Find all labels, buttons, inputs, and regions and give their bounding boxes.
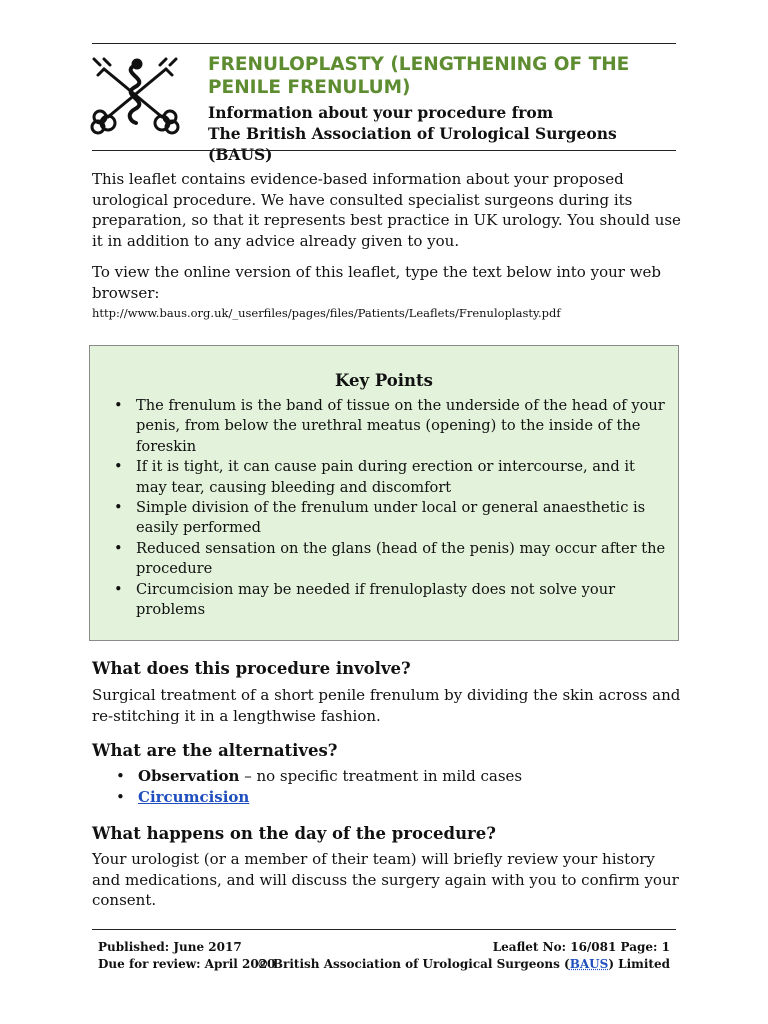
alternative-item-observation <box>138 766 678 787</box>
page-subtitle <box>208 102 678 165</box>
baus-link[interactable]: BAUS <box>569 957 609 971</box>
alternative-item-circumcision <box>138 787 678 808</box>
copyright-suffix: ) Limited <box>608 957 670 971</box>
subtitle-line-1: Information about your procedure from <box>208 103 554 122</box>
observation-label: Observation <box>138 767 240 785</box>
alternatives-list <box>138 766 678 808</box>
review-date: Due for review: April 2020 <box>98 957 276 971</box>
section-heading-alternatives: What are the alternatives? <box>92 741 338 760</box>
key-points-list <box>136 396 666 620</box>
observation-description: – no specific treatment in mild cases <box>239 767 523 785</box>
footer-leaflet-info <box>257 939 670 973</box>
footer-rule <box>92 929 676 930</box>
day-paragraph: Your urologist (or a member of their team) will briefly review your history and medications, and will discuss the surgery again with you to confirm your consent. <box>92 850 679 909</box>
intro-paragraph: This leaflet contains evidence-based information about your proposed urological procedure. We have consulted specialist surgeons during its preparation, so that it represents best practice in UK urology. You should use it in addition to any advice already given to you. <box>92 170 681 250</box>
key-point-item: • Simple division of the frenulum under local or general anaesthetic is easily performed <box>136 498 666 539</box>
footer-dates <box>98 939 275 973</box>
leaflet-url: http://www.baus.org.uk/_userfiles/pages/files/Patients/Leaflets/Frenuloplasty.pdf <box>92 306 561 320</box>
key-point-item: • If it is tight, it can cause pain during erection or intercourse, and it may tear, causing bleeding and discomfort <box>136 457 666 498</box>
section-heading-involve: What does this procedure involve? <box>92 659 411 678</box>
copyright-prefix: © British Association of Urological Surgeons ( <box>256 957 570 971</box>
key-point-item: • Reduced sensation on the glans (head of the penis) may occur after the procedure <box>136 539 666 580</box>
circumcision-link[interactable]: Circumcision <box>138 788 250 806</box>
copyright-text <box>257 957 670 971</box>
key-point-item: • The frenulum is the band of tissue on the underside of the head of your penis, from below the urethral meatus (opening) to the inside of the foreskin <box>136 396 666 457</box>
leaflet-number: Leaflet No: 16/081 Page: 1 <box>492 940 670 954</box>
section-heading-day: What happens on the day of the procedure? <box>92 824 496 843</box>
header-top-rule <box>92 43 676 44</box>
published-date: Published: June 2017 <box>98 940 242 954</box>
online-version-paragraph: To view the online version of this leaflet, type the text below into your web browser: <box>92 263 662 302</box>
key-points-box <box>89 345 679 641</box>
key-points-title: Key Points <box>335 371 433 390</box>
page-title: FRENULOPLASTY (LENGTHENING OF THE PENILE FRENULUM) <box>208 54 630 98</box>
header-bottom-rule <box>92 150 676 151</box>
subtitle-line-2: The British Association of Urological Surgeons (BAUS) <box>208 124 617 164</box>
involve-paragraph: Surgical treatment of a short penile frenulum by dividing the skin across and re-stitching it in a lengthwise fashion. <box>92 686 681 725</box>
crossed-keys-logo-icon <box>90 55 180 135</box>
key-point-item: • Circumcision may be needed if frenuloplasty does not solve your problems <box>136 580 666 621</box>
